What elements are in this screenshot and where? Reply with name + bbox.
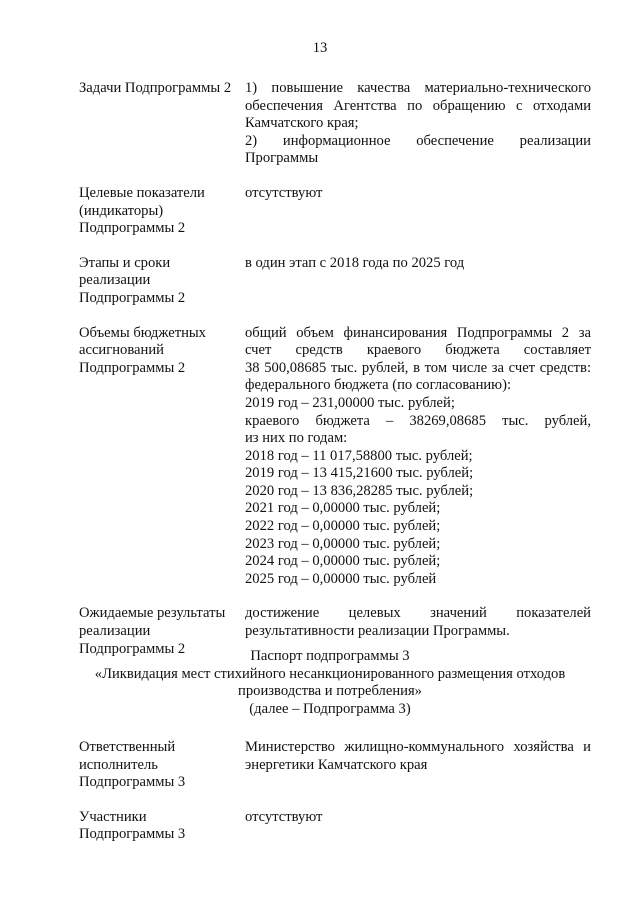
row-value-line: 2025 год – 0,00000 тыс. рублей (245, 570, 437, 587)
row-label (79, 809, 245, 844)
row-value-line: Камчатского края; (245, 115, 359, 132)
row-value-line: 2021 год – 0,00000 тыс. рублей; (245, 500, 441, 517)
row-label-line: ассигнований (79, 342, 164, 359)
row-label-line: Участники (79, 808, 147, 825)
passport-subtitle-line: «Ликвидация мест стихийного несанкционированного размещения отходов (94, 665, 566, 682)
row-value-line: Программы (245, 150, 319, 167)
passport-row (79, 739, 591, 792)
row-value-line: в один этап с 2018 года по 2025 год (245, 254, 465, 271)
passport-row (79, 255, 591, 308)
row-value-line: 2018 год – 11 017,58800 тыс. рублей; (245, 447, 473, 464)
row-label-line: Задачи Подпрограммы 2 (79, 80, 232, 96)
passport-row (79, 325, 591, 589)
row-value (245, 809, 591, 844)
row-label-line: Подпрограммы 2 (79, 220, 186, 237)
row-label (79, 185, 245, 238)
row-label-line: Подпрограммы 2 (79, 359, 186, 376)
row-value-line: федерального бюджета (по согласованию): (245, 377, 512, 394)
row-value-line: общий объем финансирования Подпрограммы 2 за (245, 324, 591, 341)
row-label-line: Подпрограммы 3 (79, 826, 186, 843)
row-label-line: Подпрограммы 2 (79, 289, 186, 306)
row-value-line: 2020 год – 13 836,28285 тыс. рублей; (245, 482, 474, 499)
row-value-line: 38 500,08685 тыс. рублей, в том числе за счет средств: (245, 359, 591, 376)
row-value (245, 255, 591, 308)
row-value (245, 739, 591, 792)
passport-subtitle-line: (далее – Подпрограмма 3) (249, 700, 411, 717)
row-value-line: 2) информационное обеспечение реализации (245, 132, 591, 149)
row-label-line: Ответственный (79, 739, 176, 755)
passport-heading-subprogram-3 (60, 648, 600, 718)
row-value-line: из них по годам: (245, 430, 348, 447)
row-value-line: результативности реализации Программы. (245, 623, 510, 640)
row-value-line: 2023 год – 0,00000 тыс. рублей; (245, 535, 441, 552)
row-label-line: Подпрограммы 3 (79, 774, 186, 791)
row-label-line: (индикаторы) (79, 202, 164, 219)
passport-table-subprogram-3 (79, 739, 591, 844)
page-number: 13 (312, 40, 328, 56)
row-value-line: 1) повышение качества материально-технического (245, 80, 591, 96)
row-label-line: реализации (79, 272, 151, 289)
row-label (79, 255, 245, 308)
row-value-line: энергетики Камчатского края (245, 756, 428, 773)
row-value-line: 2022 год – 0,00000 тыс. рублей; (245, 518, 441, 535)
row-label-line: исполнитель (79, 756, 158, 773)
row-label (79, 739, 245, 792)
row-label-line: Этапы и сроки (79, 254, 171, 271)
row-label-line: Целевые показатели (79, 184, 205, 201)
row-label-line: реализации (79, 623, 151, 640)
row-value-line: счет средств краевого бюджета составляет (245, 342, 591, 359)
row-label-line: Подпрограммы 2 (79, 640, 186, 657)
passport-row (79, 185, 591, 238)
row-value-line: Министерство жилищно-коммунального хозяйства и (245, 739, 591, 755)
row-value-line: достижение целевых значений показателей (245, 605, 591, 622)
passport-title: Паспорт подпрограммы 3 (250, 648, 410, 664)
passport-row (79, 80, 591, 168)
row-label (79, 325, 245, 589)
row-value-line: краевого бюджета – 38269,08685 тыс. рублей, (245, 412, 591, 429)
passport-subtitle-line: производства и потребления» (238, 683, 422, 700)
row-value (245, 80, 591, 168)
row-value-line: 2019 год – 231,00000 тыс. рублей; (245, 394, 455, 411)
row-value (245, 185, 591, 238)
row-label-line: Объемы бюджетных (79, 324, 206, 341)
row-value-line: отсутствуют (245, 184, 323, 201)
row-value-line: обеспечения Агентства по обращению с отходами (245, 97, 591, 114)
passport-row (79, 809, 591, 844)
row-label-line: Ожидаемые результаты (79, 605, 226, 622)
passport-table-subprogram-2 (79, 80, 591, 658)
row-value-line: 2024 год – 0,00000 тыс. рублей; (245, 553, 441, 570)
row-value-line: 2019 год – 13 415,21600 тыс. рублей; (245, 465, 474, 482)
row-label (79, 80, 245, 168)
row-value-line: отсутствуют (245, 808, 323, 825)
row-value (245, 325, 591, 589)
